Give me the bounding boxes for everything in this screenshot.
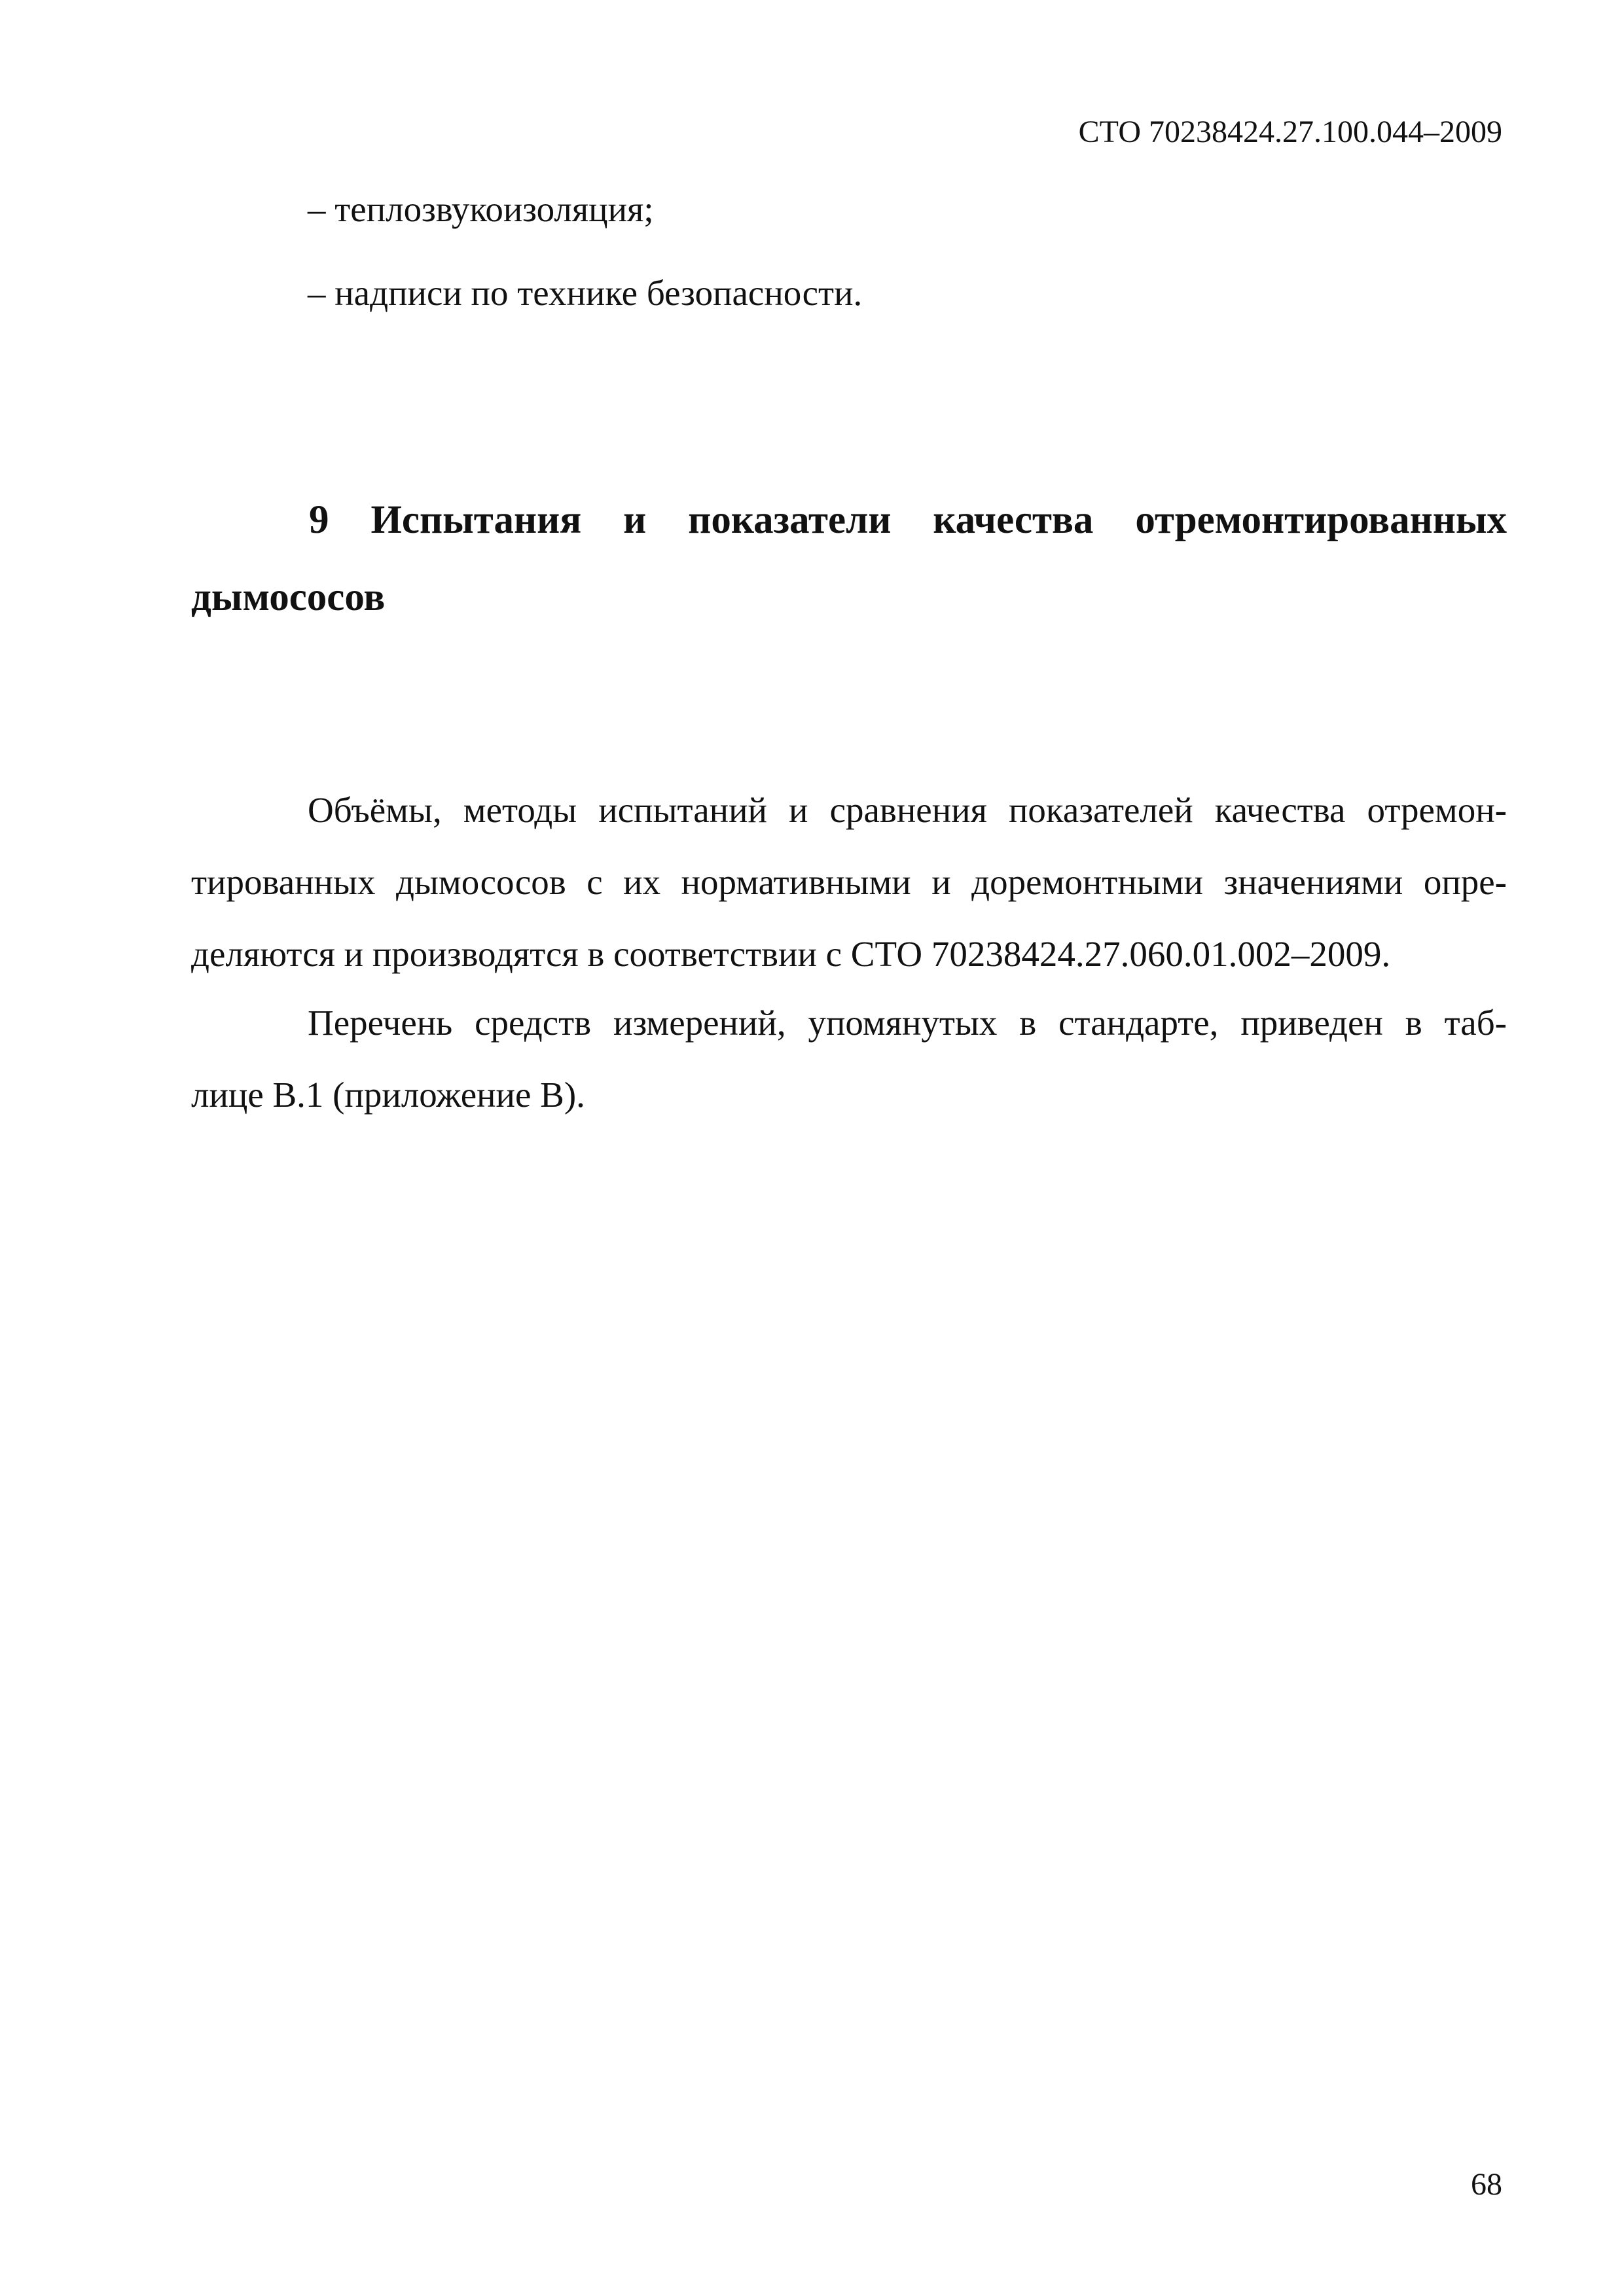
- paragraph-line: Объёмы, методы испытаний и сравнения показателей качества отремон-: [308, 790, 1507, 830]
- section-heading-line-1: [191, 482, 1507, 559]
- paragraph-line: Перечень средств измерений, упомянутых в стандарте, приведен в таб-: [308, 1003, 1507, 1043]
- document-code-header: СТО 70238424.27.100.044–2009: [1078, 115, 1502, 149]
- body-paragraph-scope: [191, 774, 1507, 990]
- list-item: – теплозвукоизоляция;: [308, 189, 654, 229]
- page-number: 68: [1471, 2167, 1502, 2202]
- body-paragraph-instruments: [191, 987, 1507, 1131]
- section-number: 9: [309, 498, 329, 542]
- section-heading: [191, 482, 1507, 636]
- bullet-list: [308, 187, 1499, 354]
- paragraph-line: тированных дымососов с их нормативными и доремонтными значениями опре-: [191, 862, 1507, 902]
- section-title-part-1: Испытания и показатели качества отремонтированных: [370, 498, 1507, 542]
- paragraph-line: лице В.1 (приложение В).: [191, 1075, 585, 1115]
- list-item: – надписи по технике безопасности.: [308, 273, 863, 313]
- section-title-part-2: дымососов: [191, 575, 386, 619]
- paragraph-line: деляются и производятся в соответствии с СТО 70238424.27.060.01.002–2009.: [191, 934, 1391, 974]
